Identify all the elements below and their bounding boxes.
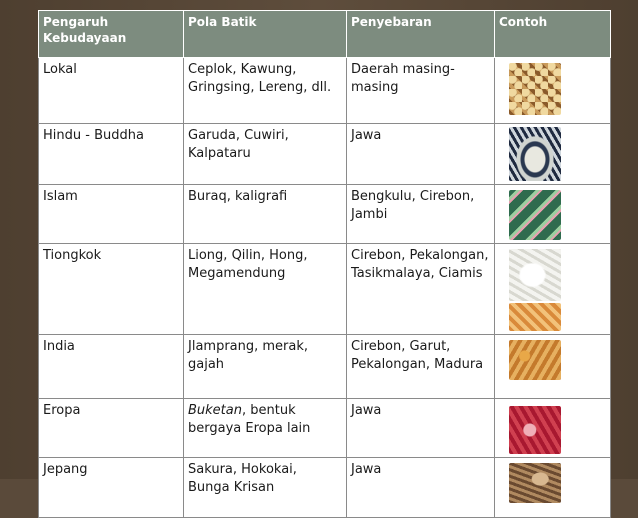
batik-tiongkok-swatch [509,303,561,331]
cell-contoh [495,458,611,518]
batik-lokal-swatch [509,63,561,115]
batik-islam-swatch [509,190,561,240]
pola-rest-text: , bentuk bergaya Eropa lain [188,403,311,436]
cell-penyebaran: Cirebon, Garut, Pekalongan, Madura [347,335,495,399]
cell-pola: Liong, Qilin, Hong, Megamendung [184,244,347,335]
cell-penyebaran: Jawa [347,124,495,185]
cell-pengaruh: Lokal [39,58,184,124]
cell-penyebaran: Bengkulu, Cirebon, Jambi [347,185,495,244]
batik-eropa-swatch [509,406,561,454]
table-row [39,399,611,458]
cell-contoh [495,335,611,399]
batik-influence-table [38,10,611,518]
cell-pengaruh: Tiongkok [39,244,184,335]
batik-tiongkok-swatch [509,249,561,301]
header-contoh: Contoh [495,11,611,58]
cell-pola: Jlamprang, merak, gajah [184,335,347,399]
batik-jepang-swatch [509,463,561,503]
cell-pengaruh: India [39,335,184,399]
cell-pengaruh: Jepang [39,458,184,518]
cell-penyebaran: Jawa [347,458,495,518]
pola-italic-text: Buketan [188,403,242,418]
cell-contoh [495,399,611,458]
table-row [39,58,611,124]
batik-india-swatch [509,340,561,380]
cell-pola: Buraq, kaligrafi [184,185,347,244]
header-penyebaran: Penyebaran [347,11,495,58]
cell-pengaruh: Islam [39,185,184,244]
cell-pola: Garuda, Cuwiri, Kalpataru [184,124,347,185]
header-pola-batik: Pola Batik [184,11,347,58]
cell-pengaruh: Eropa [39,399,184,458]
header-pengaruh: Pengaruh Kebudayaan [39,11,184,58]
cell-contoh [495,185,611,244]
cell-contoh [495,244,611,335]
cell-penyebaran: Daerah masing-masing [347,58,495,124]
cell-penyebaran: Cirebon, Pekalongan, Tasikmalaya, Ciamis [347,244,495,335]
table-row [39,185,611,244]
table-header-row [39,11,611,58]
cell-pola: Sakura, Hokokai, Bunga Krisan [184,458,347,518]
cell-penyebaran: Jawa [347,399,495,458]
table-row [39,244,611,335]
cell-pola: Ceplok, Kawung, Gringsing, Lereng, dll. [184,58,347,124]
cell-pengaruh: Hindu - Buddha [39,124,184,185]
table-row [39,124,611,185]
cell-contoh [495,124,611,185]
table-row [39,458,611,518]
cell-pola [184,399,347,458]
cell-contoh [495,58,611,124]
table-row [39,335,611,399]
batik-garuda-swatch [509,127,561,181]
